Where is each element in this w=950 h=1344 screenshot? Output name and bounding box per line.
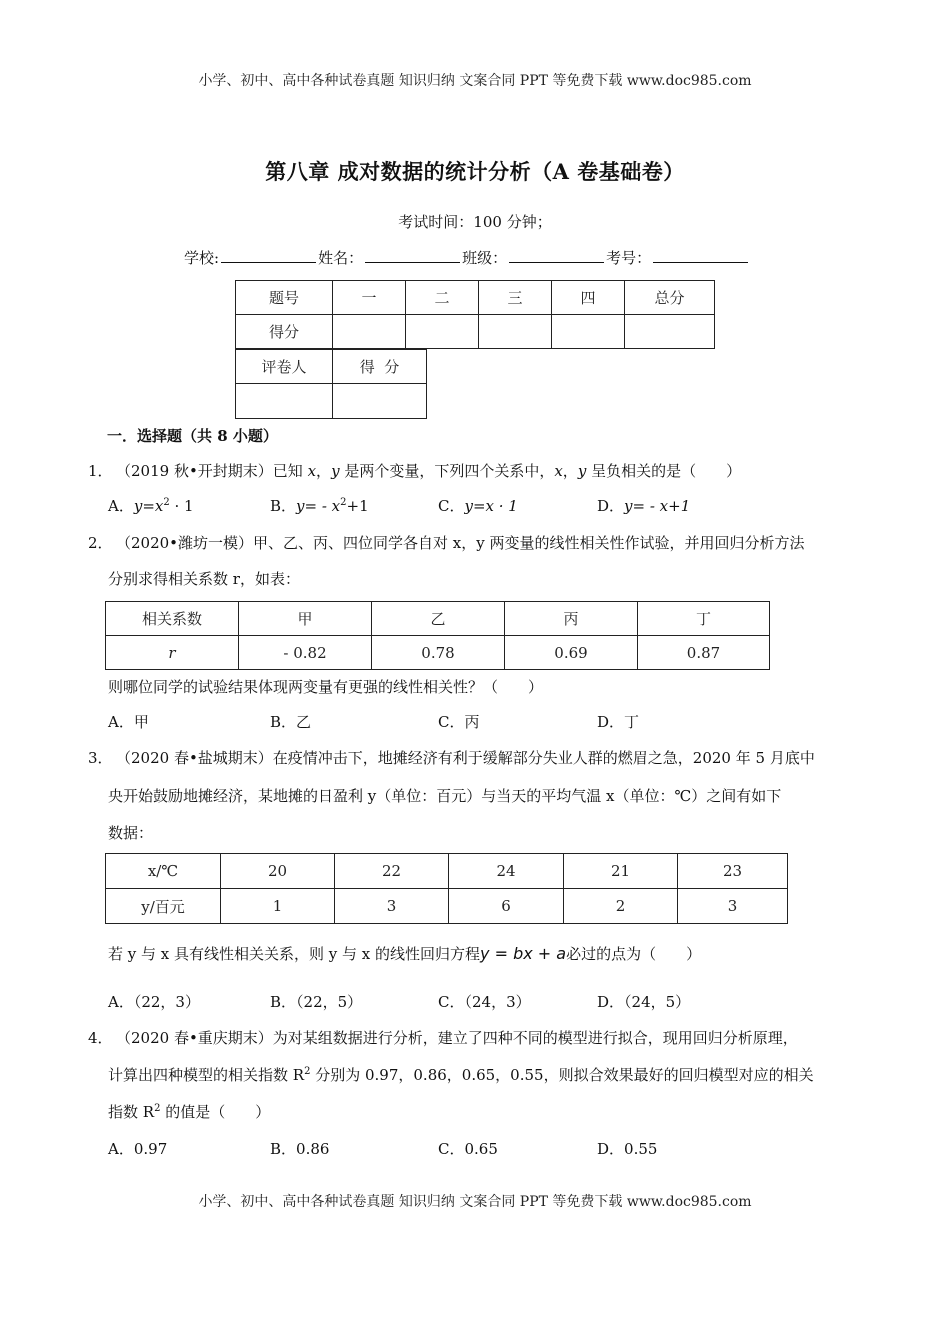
question-text: 计算出四种模型的相关指数 R bbox=[108, 1066, 305, 1084]
question-number: 4． bbox=[88, 1029, 113, 1047]
row-label: x/℃ bbox=[106, 854, 221, 889]
question-text: 为对某组数据进行分析，建立了四种不同的模型进行拟合，现用回归分析原理， bbox=[272, 1029, 798, 1047]
score-cell[interactable] bbox=[406, 315, 479, 349]
school-label: 学校: bbox=[184, 249, 220, 267]
grader-table-header bbox=[236, 350, 427, 384]
option-expr: y=x bbox=[133, 497, 164, 515]
value-cell: 23 bbox=[678, 854, 788, 889]
q1-option-c[interactable] bbox=[438, 495, 518, 516]
value-cell: 2 bbox=[564, 889, 678, 924]
header-cell: 甲 bbox=[239, 602, 372, 636]
var-y: y bbox=[331, 462, 340, 480]
grader-header-cell: 得 分 bbox=[333, 350, 427, 384]
q1-option-a[interactable] bbox=[108, 495, 194, 516]
option-label: D． bbox=[597, 497, 625, 515]
option-text: （22，5） bbox=[296, 993, 363, 1011]
name-field[interactable] bbox=[365, 248, 460, 263]
score-header-cell: 总分 bbox=[625, 281, 715, 315]
option-text: 乙 bbox=[296, 713, 312, 731]
question-3-line-2: 央开始鼓励地摊经济，某地摊的日盈利 y（单位：百元）与当天的平均气温 x（单位：℃）之间有如下 bbox=[108, 787, 782, 805]
option-label: C． bbox=[438, 993, 465, 1011]
option-expr: · 1 bbox=[169, 497, 194, 515]
name-label: 姓名： bbox=[318, 249, 364, 267]
page-title: 第八章 成对数据的统计分析（A 卷基础卷） bbox=[265, 159, 685, 184]
school-field[interactable] bbox=[221, 248, 316, 263]
option-text: 0.65 bbox=[464, 1140, 498, 1158]
question-3 bbox=[88, 747, 815, 768]
option-text: 丁 bbox=[624, 713, 640, 731]
superscript: 2 bbox=[340, 497, 347, 508]
grader-cell[interactable] bbox=[236, 384, 333, 419]
score-table bbox=[235, 280, 715, 349]
question-text: 的值是（ ） bbox=[160, 1103, 271, 1121]
grader-table-row bbox=[236, 384, 427, 419]
correlation-table bbox=[105, 601, 770, 670]
q3-option-c[interactable] bbox=[438, 991, 531, 1012]
superscript: 2 bbox=[163, 497, 170, 508]
header-cell: 乙 bbox=[372, 602, 505, 636]
value-cell: 22 bbox=[335, 854, 449, 889]
var-y: y bbox=[577, 462, 587, 480]
value-cell: - 0.82 bbox=[239, 636, 372, 670]
value-cell: 0.87 bbox=[638, 636, 770, 670]
question-2-prompt: 则哪位同学的试验结果体现两变量有更强的线性相关性？（ ） bbox=[108, 678, 544, 696]
option-text: 0.97 bbox=[133, 1140, 168, 1158]
option-text: 0.55 bbox=[624, 1140, 658, 1158]
table-row-x bbox=[106, 854, 788, 889]
score-cell[interactable] bbox=[552, 315, 625, 349]
option-label: A． bbox=[108, 497, 134, 515]
student-info-line bbox=[184, 247, 750, 268]
option-text: （24，5） bbox=[624, 993, 691, 1011]
q1-option-d[interactable] bbox=[597, 495, 690, 516]
grader-table bbox=[235, 349, 427, 419]
q4-option-b[interactable] bbox=[270, 1138, 329, 1159]
question-text: 分别为 0.97，0.86，0.65，0.55，则拟合效果最好的回归模型对应的相关 bbox=[310, 1066, 814, 1084]
score-header-cell: 题号 bbox=[236, 281, 333, 315]
correlation-table-row bbox=[106, 636, 770, 670]
class-field[interactable] bbox=[509, 248, 604, 263]
superscript: 2 bbox=[304, 1066, 311, 1077]
question-text: 在疫情冲击下，地摊经济有利于缓解部分失业人群的燃眉之急，2020 年 5 月底中 bbox=[272, 749, 815, 767]
option-text: （24，3） bbox=[464, 993, 531, 1011]
question-text: 呈负相关的是（ ） bbox=[586, 462, 742, 480]
value-cell: 3 bbox=[678, 889, 788, 924]
row-label: r bbox=[106, 636, 239, 670]
score-header-cell: 四 bbox=[552, 281, 625, 315]
score-header-cell: 二 bbox=[406, 281, 479, 315]
header-cell: 相关系数 bbox=[106, 602, 239, 636]
option-label: C． bbox=[438, 497, 465, 515]
header-cell: 丁 bbox=[638, 602, 770, 636]
id-field[interactable] bbox=[653, 248, 748, 263]
question-source: （2020•潍坊一模） bbox=[116, 534, 254, 552]
question-text: ， bbox=[316, 462, 332, 480]
q2-option-a[interactable] bbox=[108, 711, 149, 732]
option-expr: y= - x bbox=[296, 497, 341, 515]
q4-option-c[interactable] bbox=[438, 1138, 498, 1159]
regression-formula: y = bx + a bbox=[480, 944, 567, 963]
question-source: （2020 春•盐城期末） bbox=[116, 749, 273, 767]
option-expr: y=x · 1 bbox=[464, 497, 518, 515]
question-3-line-3: 数据： bbox=[108, 824, 154, 842]
question-2-line-2: 分别求得相关系数 r，如表： bbox=[108, 570, 300, 588]
option-text: 丙 bbox=[464, 713, 480, 731]
q4-option-d[interactable] bbox=[597, 1138, 657, 1159]
row-label: y/百元 bbox=[106, 889, 221, 924]
q4-option-a[interactable] bbox=[108, 1138, 167, 1159]
value-cell: 20 bbox=[221, 854, 335, 889]
score-header-cell: 三 bbox=[479, 281, 552, 315]
option-label: B． bbox=[270, 713, 297, 731]
value-cell: 0.69 bbox=[505, 636, 638, 670]
q3-option-b[interactable] bbox=[270, 991, 362, 1012]
header-banner: 小学、初中、高中各种试卷真题 知识归纳 文案合同 PPT 等免费下载 www.doc985.com bbox=[198, 73, 752, 89]
question-text: 甲、乙、丙、四位同学各自对 x，y 两变量的线性相关性作试验，并用回归分析方法 bbox=[253, 534, 805, 552]
value-cell: 21 bbox=[564, 854, 678, 889]
question-text: 必过的点为（ ） bbox=[566, 945, 702, 963]
var-x: x bbox=[554, 462, 563, 480]
exam-time: 考试时间：100 分钟； bbox=[398, 213, 552, 231]
value-cell: 1 bbox=[221, 889, 335, 924]
q1-option-b[interactable] bbox=[270, 495, 369, 516]
score-cell[interactable] bbox=[479, 315, 552, 349]
score-table-header bbox=[236, 281, 715, 315]
option-label: A． bbox=[108, 993, 134, 1011]
score-row-label: 得分 bbox=[236, 315, 333, 349]
id-label: 考号： bbox=[606, 249, 652, 267]
option-label: C． bbox=[438, 713, 465, 731]
option-label: D． bbox=[597, 713, 625, 731]
question-3-prompt bbox=[108, 943, 701, 964]
q2-option-d[interactable] bbox=[597, 711, 639, 732]
header-cell: 丙 bbox=[505, 602, 638, 636]
question-4 bbox=[88, 1027, 798, 1048]
value-cell: 3 bbox=[335, 889, 449, 924]
score-cell[interactable] bbox=[625, 315, 715, 349]
score-table-row bbox=[236, 315, 715, 349]
question-text: 指数 R bbox=[108, 1103, 155, 1121]
option-label: B． bbox=[270, 497, 297, 515]
question-text: ， bbox=[562, 462, 578, 480]
option-label: A． bbox=[108, 713, 134, 731]
option-label: A． bbox=[108, 1140, 134, 1158]
score-cell[interactable] bbox=[333, 315, 406, 349]
question-1 bbox=[88, 460, 741, 481]
temperature-profit-table bbox=[105, 853, 788, 924]
question-text: 是两个变量，下列四个关系中， bbox=[339, 462, 555, 480]
option-label: D． bbox=[597, 1140, 625, 1158]
value-cell: 0.78 bbox=[372, 636, 505, 670]
option-label: D． bbox=[597, 993, 625, 1011]
question-source: （2019 秋•开封期末） bbox=[116, 462, 273, 480]
question-number: 2． bbox=[88, 534, 113, 552]
section-title: 一．选择题（共 8 小题） bbox=[107, 427, 278, 445]
q3-option-d[interactable] bbox=[597, 991, 690, 1012]
option-text: 甲 bbox=[133, 713, 149, 731]
question-number: 1． bbox=[88, 462, 113, 480]
option-label: C． bbox=[438, 1140, 465, 1158]
question-text: 已知 bbox=[272, 462, 308, 480]
footer-banner: 小学、初中、高中各种试卷真题 知识归纳 文案合同 PPT 等免费下载 www.doc985.com bbox=[198, 1194, 752, 1210]
value-cell: 6 bbox=[449, 889, 564, 924]
score-header-cell: 一 bbox=[333, 281, 406, 315]
option-expr: +1 bbox=[346, 497, 369, 515]
question-4-line-3 bbox=[108, 1101, 270, 1122]
option-label: B． bbox=[270, 1140, 297, 1158]
q2-option-c[interactable] bbox=[438, 711, 480, 732]
table-row-y bbox=[106, 889, 788, 924]
question-4-line-2 bbox=[108, 1064, 814, 1085]
var-x: x bbox=[307, 462, 317, 480]
superscript: 2 bbox=[154, 1103, 161, 1114]
value-cell: 24 bbox=[449, 854, 564, 889]
grader-cell[interactable] bbox=[333, 384, 427, 419]
question-source: （2020 春•重庆期末） bbox=[116, 1029, 273, 1047]
q2-option-b[interactable] bbox=[270, 711, 311, 732]
question-number: 3． bbox=[88, 749, 113, 767]
option-expr: y= - x+1 bbox=[624, 497, 691, 515]
option-text: （22，3） bbox=[133, 993, 200, 1011]
option-label: B． bbox=[270, 993, 297, 1011]
class-label: 班级： bbox=[462, 249, 508, 267]
grader-header-cell: 评卷人 bbox=[236, 350, 333, 384]
correlation-table-header bbox=[106, 602, 770, 636]
question-text: 若 y 与 x 具有线性相关关系，则 y 与 x 的线性回归方程 bbox=[108, 945, 481, 963]
option-text: 0.86 bbox=[296, 1140, 330, 1158]
q3-option-a[interactable] bbox=[108, 991, 200, 1012]
question-2 bbox=[88, 532, 805, 553]
